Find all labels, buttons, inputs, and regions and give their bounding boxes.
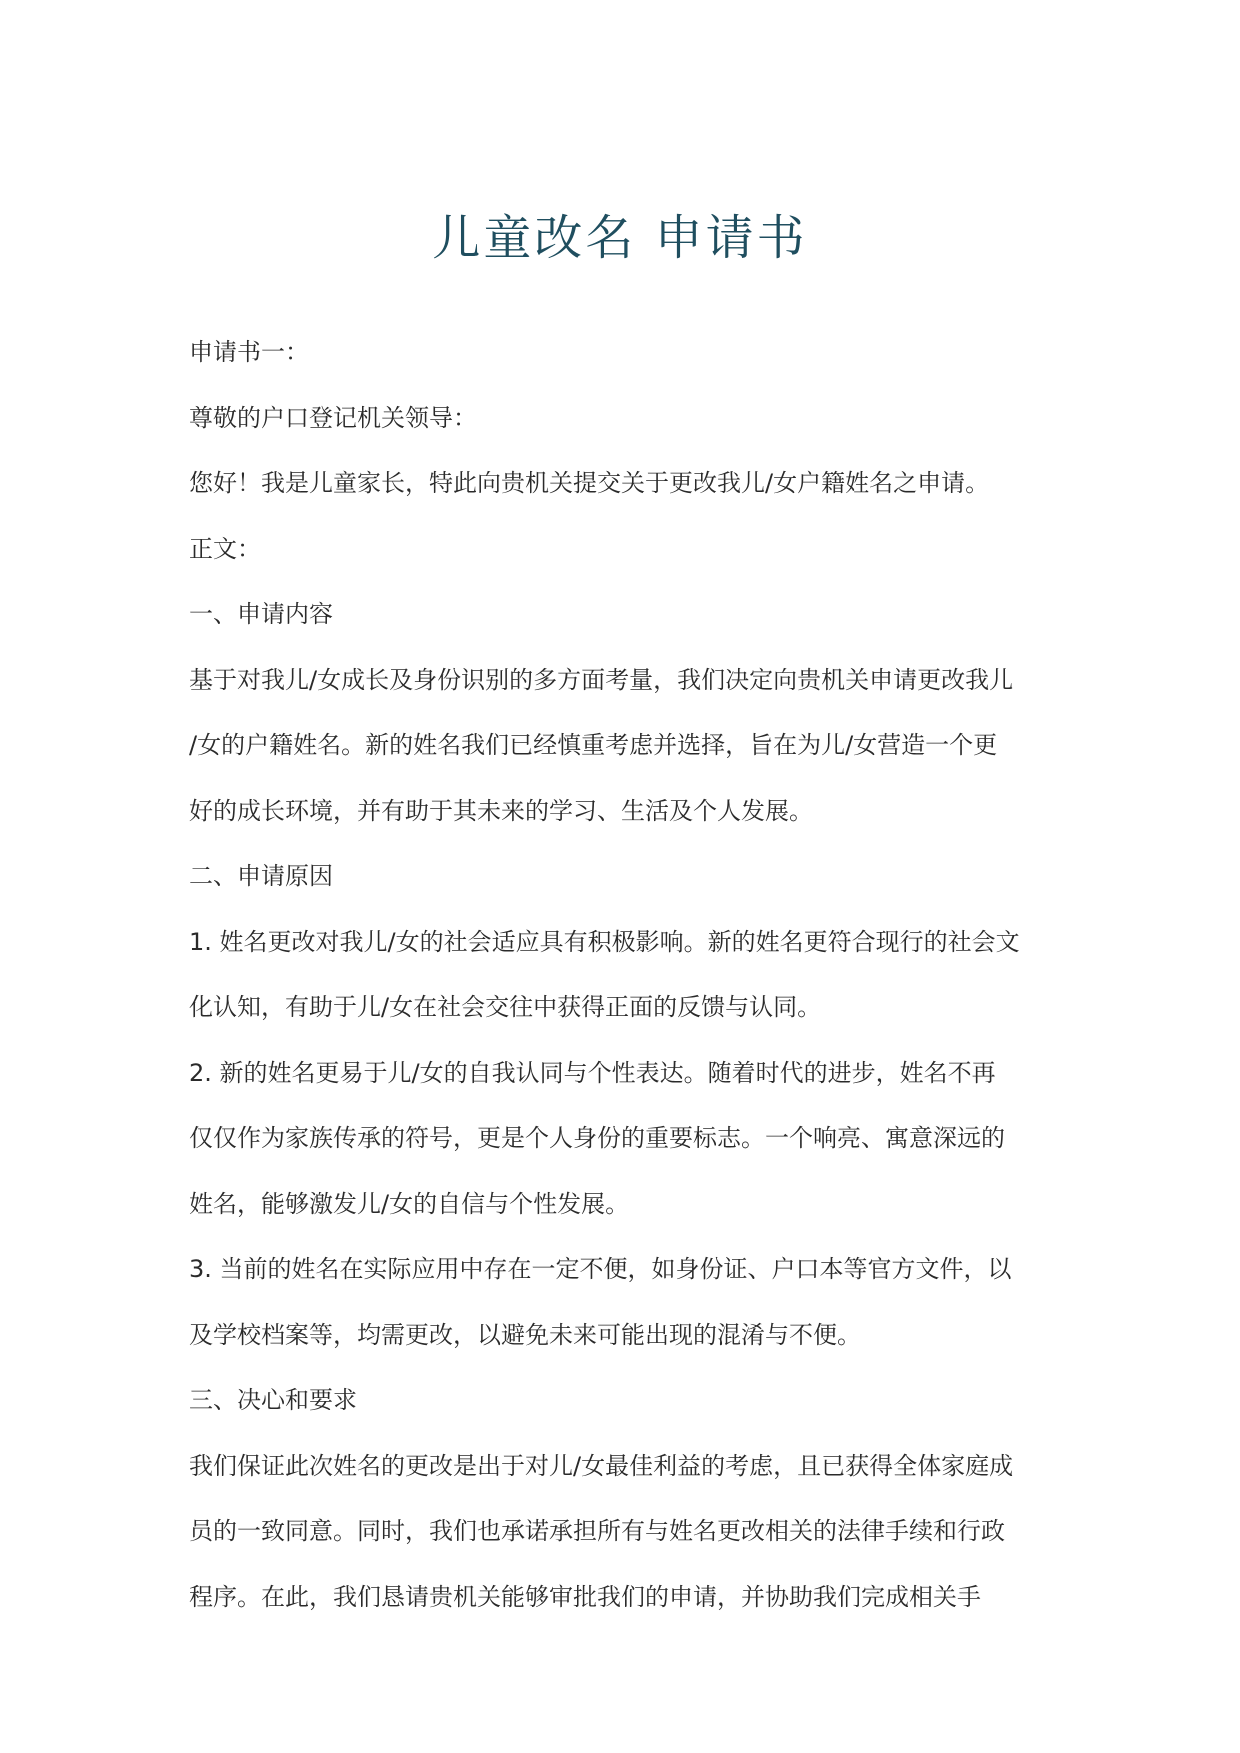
body-line: /女的户籍姓名。新的姓名我们已经慎重考虑并选择，旨在为儿/女营造一个更 — [189, 731, 998, 759]
body-line: 化认知，有助于儿/女在社会交往中获得正面的反馈与认同。 — [189, 993, 822, 1021]
body-line-addressee: 尊敬的户口登记机关领导： — [189, 403, 477, 432]
body-line: 程序。在此，我们恳请贵机关能够审批我们的申请，并协助我们完成相关手 — [189, 1582, 981, 1611]
body-line-greeting: 您好！我是儿童家长，特此向贵机关提交关于更改我儿/女户籍姓名之申请。 — [189, 469, 990, 497]
body-line-main-text-label: 正文： — [189, 534, 261, 563]
body-line: 我们保证此次姓名的更改是出于对儿/女最佳利益的考虑，且已获得全体家庭成 — [189, 1451, 1014, 1480]
body-line: 员的一致同意。同时，我们也承诺承担所有与姓名更改相关的法律手续和行政 — [189, 1517, 1005, 1545]
section-heading-content: 一、申请内容 — [189, 600, 333, 628]
body-line: 及学校档案等，均需更改，以避免未来可能出现的混淆与不便。 — [189, 1320, 861, 1349]
body-line: 仅仅作为家族传承的符号，更是个人身份的重要标志。一个响亮、寓意深远的 — [189, 1124, 1005, 1152]
body-line: 3. 当前的姓名在实际应用中存在一定不便，如身份证、户口本等官方文件，以 — [189, 1255, 1012, 1283]
body-line: 基于对我儿/女成长及身份识别的多方面考量，我们决定向贵机关申请更改我儿 — [189, 665, 1014, 694]
section-heading-reasons: 二、申请原因 — [189, 862, 333, 890]
document-title: 儿童改名 申请书 — [432, 210, 808, 266]
body-line: 2. 新的姓名更易于儿/女的自我认同与个性表达。随着时代的进步，姓名不再 — [189, 1058, 996, 1087]
body-line: 姓名，能够激发儿/女的自信与个性发展。 — [189, 1189, 630, 1218]
body-line-salutation-header: 申请书一： — [189, 338, 309, 366]
document-body — [189, 320, 1059, 1630]
body-line: 好的成长环境，并有助于其未来的学习、生活及个人发展。 — [189, 796, 813, 825]
section-heading-commitment: 三、决心和要求 — [189, 1386, 357, 1414]
body-line: 1. 姓名更改对我儿/女的社会适应具有积极影响。新的姓名更符合现行的社会文 — [189, 927, 1020, 956]
